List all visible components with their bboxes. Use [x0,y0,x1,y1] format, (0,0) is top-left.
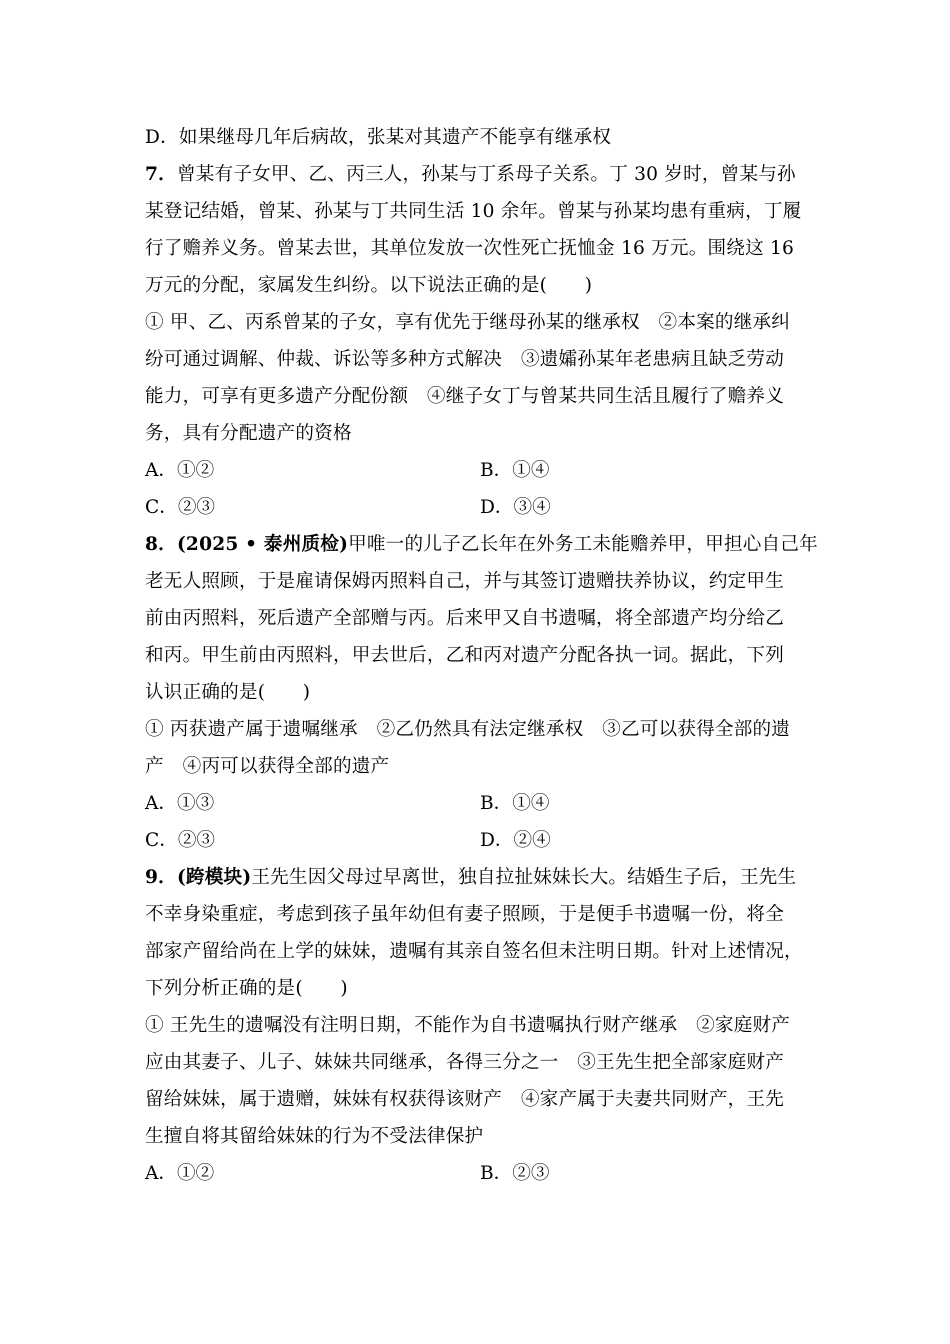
q8-option-a: A．①③ [145,793,215,814]
q8-statement-line-1: ① 丙获遗产属于遗嘱继承 ②乙仍然具有法定继承权 ③乙可以获得全部的遗 [145,719,791,740]
q7-stem-line-2: 某登记结婚，曾某、孙某与丁共同生活 10 余年。曾某与孙某均患有重病，丁履 [145,201,802,222]
q8-stem-line-3: 前由丙照料，死后遗产全部赠与丙。后来甲又自书遗嘱，将全部遗产均分给乙 [145,608,784,629]
q9-stem-line-4: 下列分析正确的是( ) [145,978,348,999]
q7-stem-line-4: 万元的分配，家属发生纠纷。以下说法正确的是( ) [145,275,593,296]
q9-stem-line-2: 不幸身染重症，考虑到孩子虽年幼但有妻子照顾，于是便手书遗嘱一份，将全 [145,904,784,925]
q7-stem-text-1: 曾某有子女甲、乙、丙三人，孙某与丁系母子关系。丁 30 岁时，曾某与孙 [176,164,796,185]
q9-source: (跨模块) [176,867,252,888]
q8-stem-line-4: 和丙。甲生前由丙照料，甲去世后，乙和丙对遗产分配各执一词。据此，下列 [145,645,784,666]
q9-statement-line-2: 应由其妻子、儿子、妹妹共同继承，各得三分之一 ③王先生把全部家庭财产 [145,1052,784,1073]
q9-option-b: B．②③ [480,1163,550,1184]
q8-statement-line-2: 产 ④丙可以获得全部的遗产 [145,756,390,777]
q9-option-a: A．①② [145,1163,215,1184]
q7-number: 7． [145,164,177,185]
q8-stem-line-1 [145,533,818,557]
q7-option-d: D．③④ [480,497,551,518]
q7-stem-line-1 [145,163,796,187]
q9-statement-line-1: ① 王先生的遗嘱没有注明日期，不能作为自书遗嘱执行财产继承 ②家庭财产 [145,1015,791,1036]
q8-stem-line-5: 认识正确的是( ) [145,682,311,703]
q7-option-c: C．②③ [145,497,216,518]
q8-option-c: C．②③ [145,830,216,851]
q8-stem-text-1: 甲唯一的儿子乙长年在外务工未能赡养甲，甲担心自己年 [348,534,818,555]
q7-stem-line-3: 行了赡养义务。曾某去世，其单位发放一次性死亡抚恤金 16 万元。围绕这 16 [145,238,795,259]
q9-stem-text-1: 王先生因父母过早离世，独自拉扯妹妹长大。结婚生子后，王先生 [251,867,797,888]
q9-statement-line-3: 留给妹妹，属于遗赠，妹妹有权获得该财产 ④家产属于夫妻共同财产，王先 [145,1089,784,1110]
q8-stem-line-2: 老无人照顾，于是雇请保姆丙照料自己，并与其签订遗赠扶养协议，约定甲生 [145,571,784,592]
q7-option-a: A．①② [145,460,215,481]
q8-option-d: D．②④ [480,830,551,851]
q9-stem-line-3: 部家产留给尚在上学的妹妹，遗嘱有其亲自签名但未注明日期。针对上述情况， [145,941,803,962]
q6-option-d-text: D．如果继母几年后病故，张某对其遗产不能享有继承权 [145,127,612,148]
q7-option-b: B．①④ [480,460,550,481]
q7-statement-line-1: ① 甲、乙、丙系曾某的子女，享有优先于继母孙某的继承权 ②本案的继承纠 [145,312,791,333]
q9-statement-line-4: 生擅自将其留给妹妹的行为不受法律保护 [145,1126,484,1147]
q9-stem-line-1 [145,866,796,890]
q8-option-b: B．①④ [480,793,550,814]
q9-number: 9． [145,867,177,888]
q7-statement-line-3: 能力，可享有更多遗产分配份额 ④继子女丁与曾某共同生活且履行了赡养义 [145,386,784,407]
q6-option-d [145,126,611,150]
q7-statement-line-2: 纷可通过调解、仲裁、诉讼等多种方式解决 ③遗孀孙某年老患病且缺乏劳动 [145,349,784,370]
q8-number: 8． [145,534,177,555]
q7-statement-line-4: 务，具有分配遗产的资格 [145,423,352,444]
q8-source: (2025 • 泰州质检) [176,534,349,555]
